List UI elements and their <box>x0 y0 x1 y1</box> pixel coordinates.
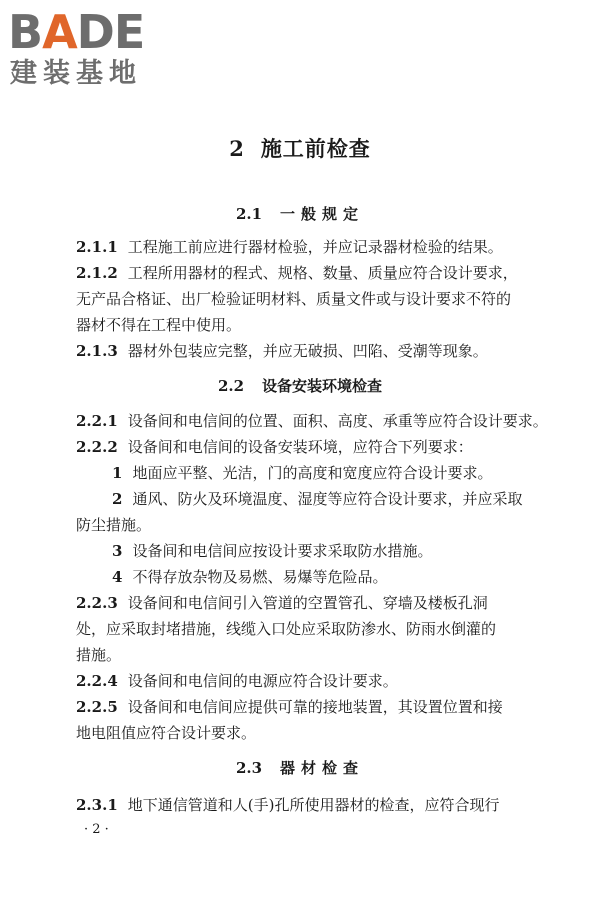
logo-wordmark: BADE <box>8 5 145 59</box>
list-item: 3 设备间和电信间应按设计要求采取防水措施。 <box>112 542 433 560</box>
clause-2-2-1: 2.2.1 设备间和电信间的位置、面积、高度、承重等应符合设计要求。 <box>76 412 548 430</box>
list-item: 1 地面应平整、光洁，门的高度和宽度应符合设计要求。 <box>112 464 493 482</box>
clause-text: 防尘措施。 <box>76 516 152 534</box>
clause-2-1-1: 2.1.1 工程施工前应进行器材检验，并应记录器材检验的结果。 <box>76 238 503 256</box>
list-item: 4 不得存放杂物及易燃、易爆等危险品。 <box>112 568 388 586</box>
clause-2-2-3: 2.2.3 设备间和电信间引入管道的空置管孔、穿墙及楼板孔洞 <box>76 594 488 612</box>
clause-2-2-5: 2.2.5 设备间和电信间应提供可靠的接地装置，其设置位置和接 <box>76 698 503 716</box>
section-title: 2.3 器材检查 <box>235 759 365 777</box>
clause-text: 器材不得在工程中使用。 <box>76 316 242 334</box>
publisher-logo <box>8 6 178 96</box>
section-title: 2.1 一般规定 <box>235 205 365 223</box>
clause-2-3-1: 2.3.1 地下通信管道和人(手)孔所使用器材的检查，应符合现行 <box>76 796 500 814</box>
clause-text: 措施。 <box>76 646 122 664</box>
section-title: 2.2 设备安装环境检查 <box>217 377 383 395</box>
chapter-title: 2 施工前检查 <box>229 136 371 161</box>
clause-2-2-4: 2.2.4 设备间和电信间的电源应符合设计要求。 <box>76 672 398 690</box>
list-item: 2 通风、防火及环境温度、湿度等应符合设计要求，并应采取 <box>112 490 523 508</box>
clause-text: 地电阻值应符合设计要求。 <box>76 724 257 742</box>
clause-2-1-2: 2.1.2 工程所用器材的程式、规格、数量、质量应符合设计要求， <box>76 264 518 282</box>
clause-text: 无产品合格证、出厂检验证明材料、质量文件或与设计要求不符的 <box>76 290 512 308</box>
logo-subtitle: 建装基地 <box>10 58 142 89</box>
clause-2-2-2: 2.2.2 设备间和电信间的设备安装环境，应符合下列要求： <box>76 438 473 456</box>
clause-text: 处，应采取封堵措施，线缆入口处应采取防渗水、防雨水倒灌的 <box>76 620 497 638</box>
clause-2-1-3: 2.1.3 器材外包装应完整，并应无破损、凹陷、受潮等现象。 <box>76 342 488 360</box>
page-number: · 2 · <box>84 822 109 837</box>
